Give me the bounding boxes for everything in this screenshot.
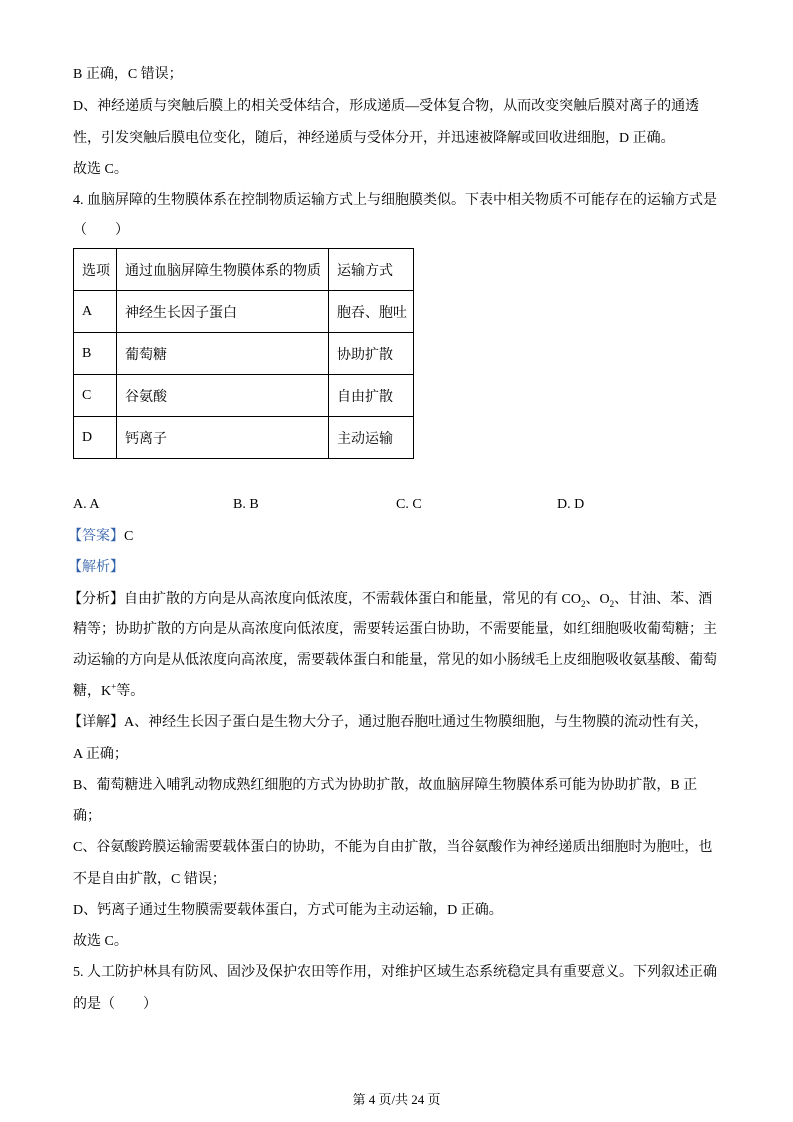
- question-5-stem: 5. 人工防护林具有防风、固沙及保护农田等作用，对维护区域生态系统稳定具有重要意义。下列叙述正确: [73, 965, 717, 980]
- analysis-line: [68, 591, 712, 609]
- text-span: 等。: [116, 684, 145, 699]
- table-cell: 葡萄糖: [117, 333, 329, 375]
- analysis-heading: 【解析】: [68, 560, 124, 575]
- table-row: [74, 333, 414, 375]
- table-cell: C: [74, 375, 117, 417]
- subscript: 2: [580, 598, 586, 609]
- subscript: 2: [609, 598, 615, 609]
- table-cell: D: [74, 417, 117, 459]
- table-header: 选项: [74, 249, 117, 291]
- table-cell: 主动运输: [329, 417, 414, 459]
- table-row: [74, 291, 414, 333]
- option-b: B. B: [233, 497, 259, 512]
- text-span: 、甘油、苯、酒: [614, 592, 713, 607]
- question-4-blank: （ ）: [73, 223, 129, 238]
- question-4-stem: 4. 血脑屏障的生物膜体系在控制物质运输方式上与细胞膜类似。下表中相关物质不可能存在的运输方式是: [73, 193, 717, 208]
- option-a: A. A: [73, 497, 100, 512]
- table-cell: 协助扩散: [329, 333, 414, 375]
- page-footer: 第 4 页/共 24 页: [352, 1092, 441, 1107]
- table-cell: 胞吞、胞吐: [329, 291, 414, 333]
- transport-table: [73, 248, 414, 459]
- table-header: 运输方式: [329, 249, 414, 291]
- table-header-row: [74, 249, 414, 291]
- option-c: C. C: [396, 497, 422, 512]
- detail-line: 不是自由扩散，C 错误；: [73, 872, 226, 887]
- text-span: 自由扩散的方向是从高浓度向低浓度，不需载体蛋白和能量，常见的有 CO: [124, 592, 581, 607]
- question-5-blank: 的是（ ）: [73, 997, 157, 1012]
- table-cell: A: [74, 291, 117, 333]
- detail-line: C、谷氨酸跨膜运输需要载体蛋白的协助，不能为自由扩散，当谷氨酸作为神经递质出细胞时为胞吐，也: [73, 840, 713, 855]
- table-header: 通过血脑屏障生物膜体系的物质: [117, 249, 329, 291]
- answer-line: [68, 528, 133, 546]
- detail-line: D、钙离子通过生物膜需要载体蛋白，方式可能为主动运输，D 正确。: [73, 903, 503, 918]
- option-d: D. D: [557, 497, 585, 512]
- analysis-label: 【分析】: [68, 592, 124, 607]
- table-cell: 自由扩散: [329, 375, 414, 417]
- detail-label: 【详解】: [68, 715, 124, 730]
- detail-line: 确；: [73, 809, 101, 824]
- table-cell: 谷氨酸: [117, 375, 329, 417]
- detail-line: B、葡萄糖进入哺乳动物成熟红细胞的方式为协助扩散，故血脑屏障生物膜体系可能为协助扩散，B 正: [73, 778, 698, 793]
- answer-label: 【答案】: [68, 529, 124, 544]
- answer-value: C: [124, 529, 134, 544]
- analysis-line: 精等；协助扩散的方向是从高浓度向低浓度，需要转运蛋白协助，不需要能量，如红细胞吸收葡萄糖；主: [73, 622, 717, 637]
- analysis-line: [73, 683, 144, 701]
- detail-line: [68, 714, 708, 732]
- table-row: [74, 417, 414, 459]
- detail-line: A 正确；: [73, 747, 128, 762]
- text-span: 、O: [585, 592, 610, 607]
- text-line: B 正确，C 错误；: [73, 67, 183, 82]
- superscript: +: [111, 681, 117, 692]
- table-row: [74, 375, 414, 417]
- text-line: 性，引发突触后膜电位变化，随后，神经递质与受体分开，并迅速被降解或回收进细胞，D 正确。: [73, 131, 675, 146]
- analysis-line: 动运输的方向是从低浓度向高浓度，需要载体蛋白和能量，常见的如小肠绒毛上皮细胞吸收氨基酸、葡萄: [73, 653, 717, 668]
- text-line: 故选 C。: [73, 162, 128, 177]
- text-line: D、神经递质与突触后膜上的相关受体结合，形成递质—受体复合物，从而改变突触后膜对离子的通透: [73, 99, 700, 114]
- table-cell: 钙离子: [117, 417, 329, 459]
- text-span: A、神经生长因子蛋白是生物大分子，通过胞吞胞吐通过生物膜细胞，与生物膜的流动性有关，: [124, 715, 709, 730]
- table-cell: 神经生长因子蛋白: [117, 291, 329, 333]
- detail-line: 故选 C。: [73, 934, 128, 949]
- text-span: 糖，K: [73, 684, 112, 699]
- table-cell: B: [74, 333, 117, 375]
